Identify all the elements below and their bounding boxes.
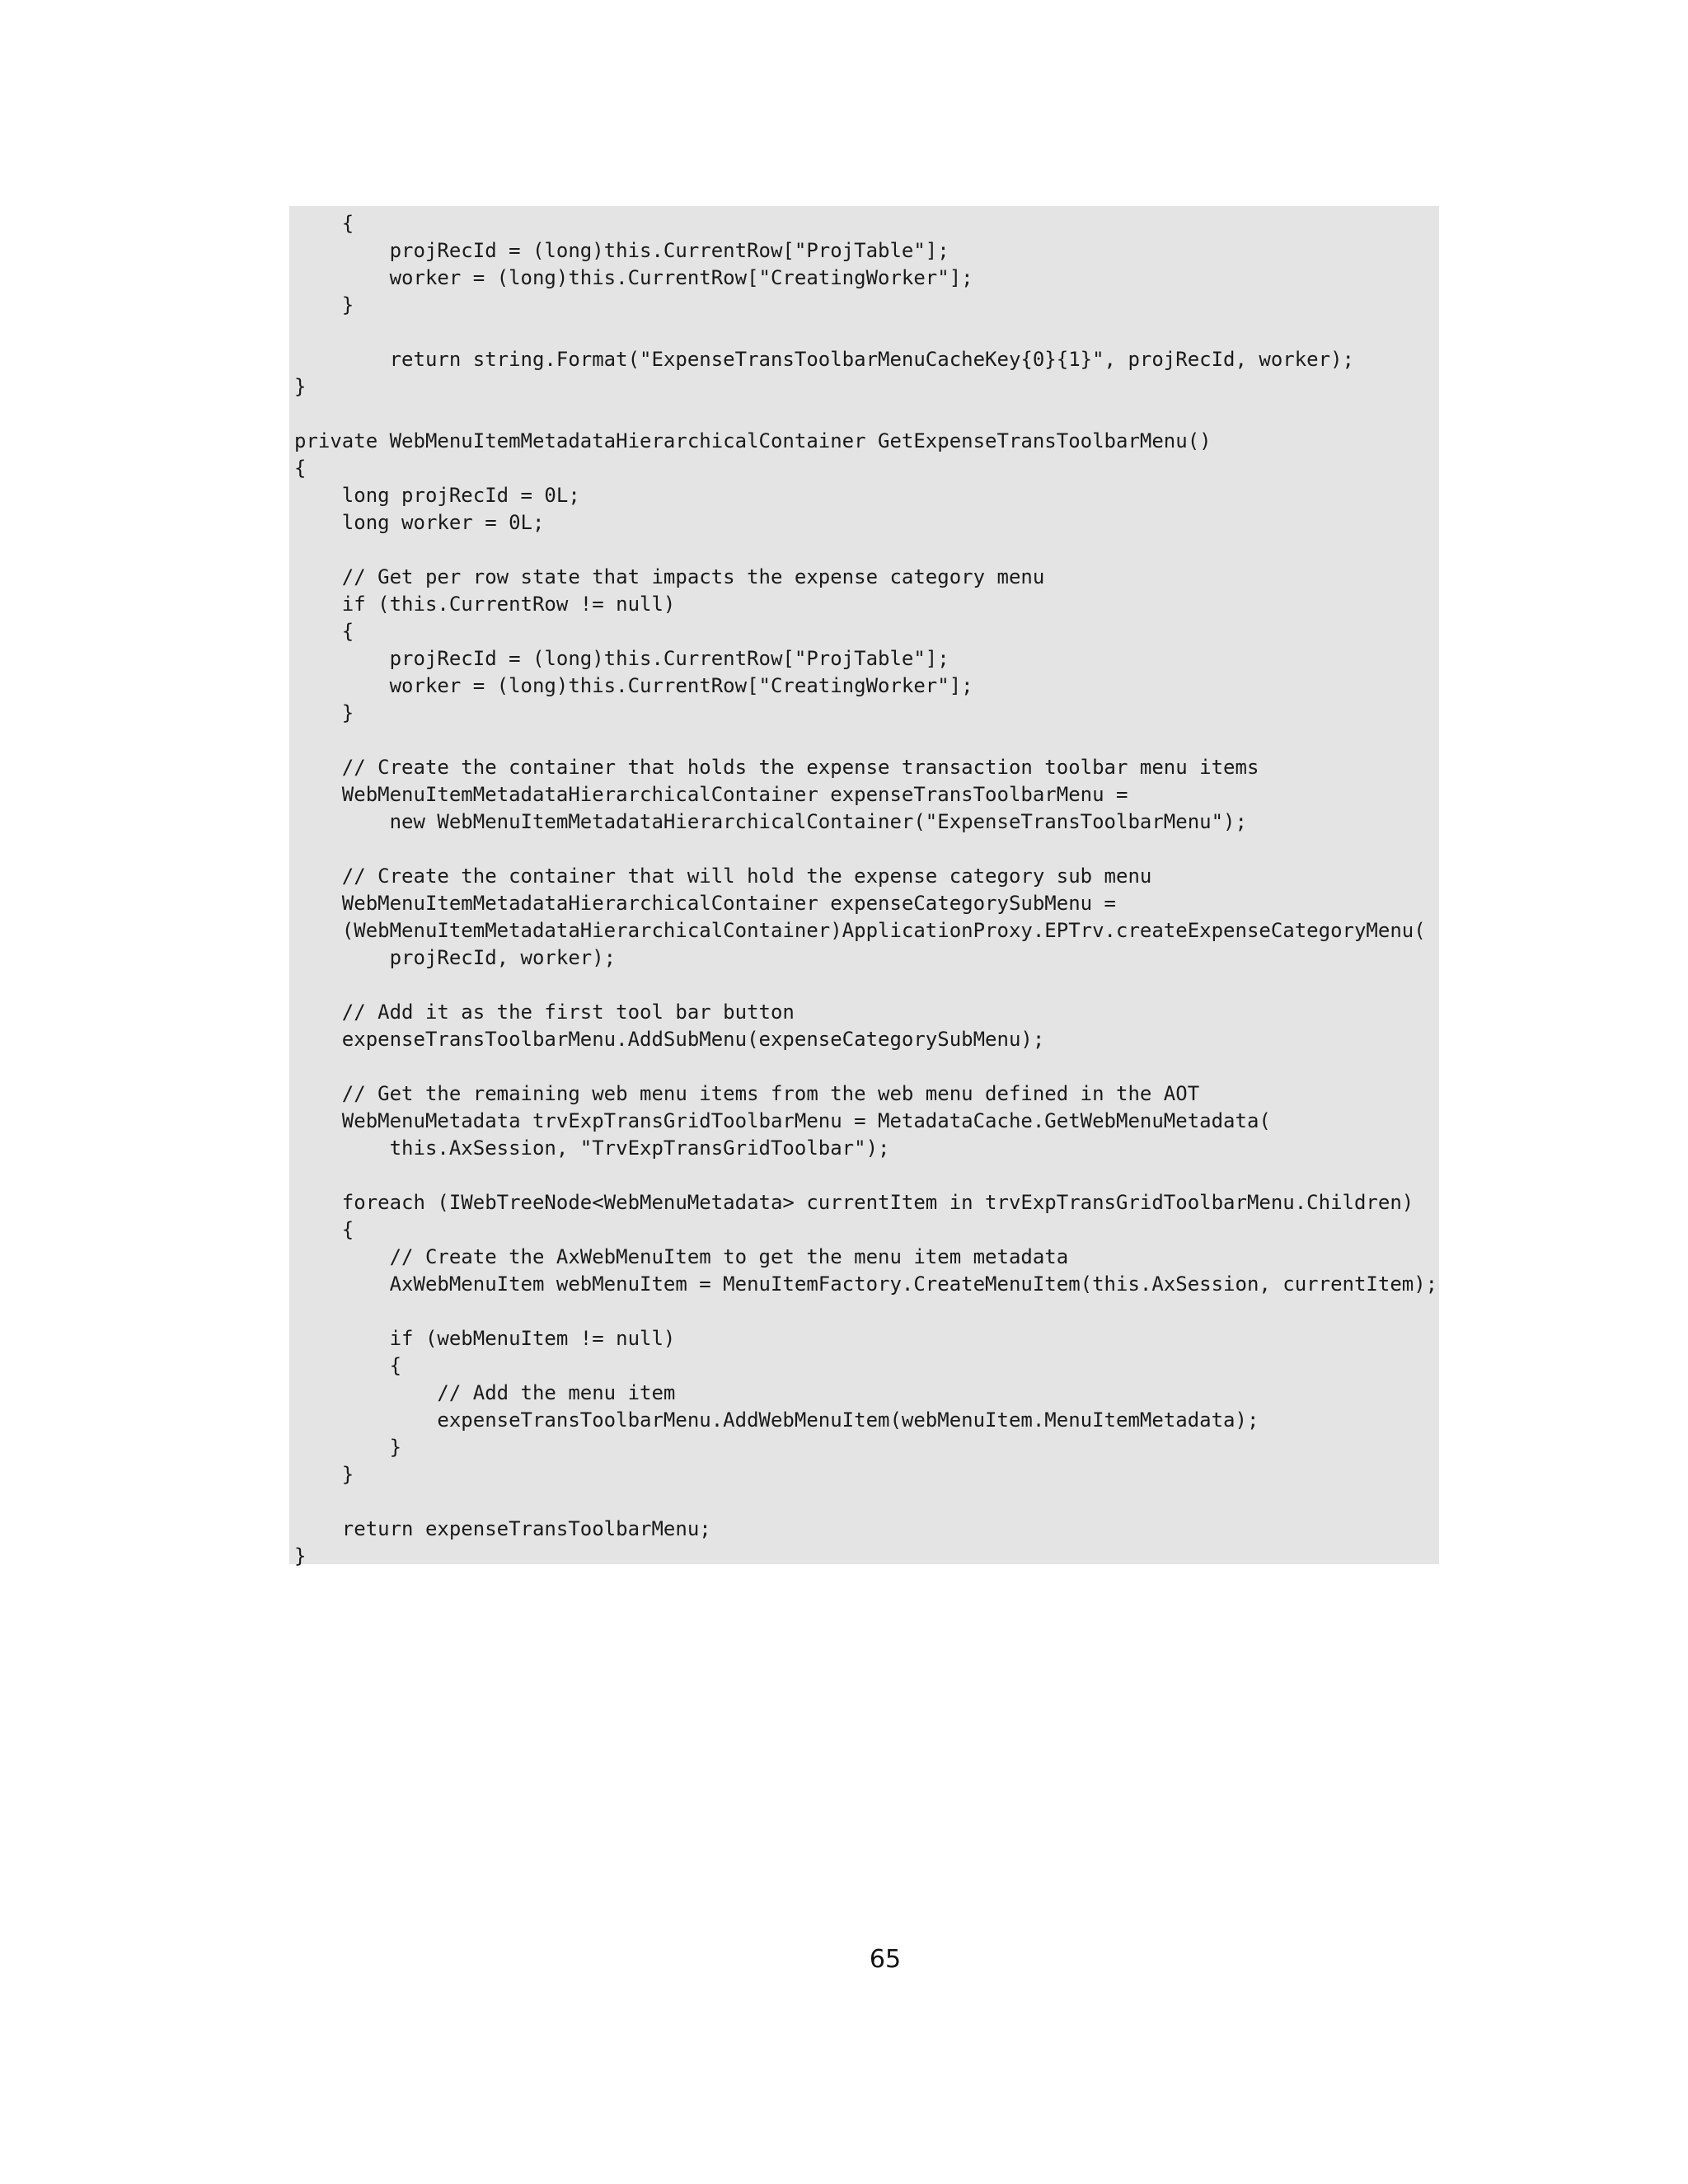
code-line: expenseTransToolbarMenu.AddSubMenu(expenseCategorySubMenu); (294, 1028, 1045, 1051)
code-line (294, 972, 1437, 999)
code-line: } (294, 293, 354, 316)
code-line: { (294, 1218, 354, 1241)
code-line (294, 537, 1437, 564)
page-number: 65 (869, 1945, 902, 1974)
code-line: } (294, 1436, 402, 1459)
code-lines (294, 210, 1437, 1570)
code-line: return string.Format("ExpenseTransToolbarMenuCacheKey{0}{1}", projRecId, worker); (294, 348, 1354, 371)
code-line: projRecId, worker); (294, 946, 617, 969)
code-line (294, 1488, 1437, 1516)
code-line (294, 1298, 1437, 1325)
code-line: WebMenuMetadata trvExpTransGridToolbarMenu = MetadataCache.GetWebMenuMetadata( (294, 1109, 1271, 1132)
code-line: projRecId = (long)this.CurrentRow["ProjTable"]; (294, 647, 950, 670)
code-line: (WebMenuItemMetadataHierarchicalContainer)ApplicationProxy.EPTrv.createExpenseCategoryMenu( (294, 919, 1426, 942)
code-line: // Create the container that holds the expense transaction toolbar menu items (294, 756, 1259, 779)
code-line: new WebMenuItemMetadataHierarchicalContainer("ExpenseTransToolbarMenu"); (294, 810, 1247, 833)
code-line (294, 836, 1437, 863)
code-line (294, 727, 1437, 754)
code-line: { (294, 620, 354, 643)
code-line: private WebMenuItemMetadataHierarchicalContainer GetExpenseTransToolbarMenu() (294, 429, 1212, 452)
code-line: if (this.CurrentRow != null) (294, 593, 676, 616)
code-line (294, 1162, 1437, 1189)
code-line: this.AxSession, "TrvExpTransGridToolbar"); (294, 1137, 890, 1160)
code-line: // Get per row state that impacts the expense category menu (294, 565, 1045, 588)
code-line: // Create the container that will hold the expense category sub menu (294, 865, 1152, 888)
code-line: { (294, 212, 354, 235)
code-line: worker = (long)this.CurrentRow["CreatingWorker"]; (294, 266, 973, 289)
code-line: // Create the AxWebMenuItem to get the menu item metadata (294, 1245, 1069, 1268)
code-line: return expenseTransToolbarMenu; (294, 1517, 711, 1540)
code-line: } (294, 1463, 354, 1486)
code-line (294, 1053, 1437, 1080)
code-line: { (294, 457, 307, 480)
code-line: } (294, 701, 354, 724)
code-line: // Add the menu item (294, 1381, 676, 1404)
code-line: worker = (long)this.CurrentRow["CreatingWorker"]; (294, 674, 973, 697)
code-line: // Get the remaining web menu items from the web menu defined in the AOT (294, 1082, 1200, 1105)
code-line: WebMenuItemMetadataHierarchicalContainer expenseCategorySubMenu = (294, 892, 1116, 915)
code-line: long worker = 0L; (294, 511, 545, 534)
code-line: if (webMenuItem != null) (294, 1327, 676, 1350)
code-line: projRecId = (long)this.CurrentRow["ProjTable"]; (294, 239, 950, 262)
code-line: { (294, 1354, 402, 1377)
code-line: long projRecId = 0L; (294, 484, 580, 507)
code-line (294, 401, 1437, 428)
code-listing (289, 206, 1439, 1568)
code-line: AxWebMenuItem webMenuItem = MenuItemFactory.CreateMenuItem(this.AxSession, currentItem); (294, 1272, 1438, 1296)
code-line: expenseTransToolbarMenu.AddWebMenuItem(webMenuItem.MenuItemMetadata); (294, 1408, 1259, 1432)
code-line: // Add it as the first tool bar button (294, 1001, 795, 1024)
code-line: WebMenuItemMetadataHierarchicalContainer expenseTransToolbarMenu = (294, 783, 1128, 806)
code-line: foreach (IWebTreeNode<WebMenuMetadata> currentItem in trvExpTransGridToolbarMenu.Children) (294, 1191, 1414, 1214)
code-line: } (294, 1544, 307, 1568)
code-line (294, 319, 1437, 346)
code-line: } (294, 375, 307, 398)
